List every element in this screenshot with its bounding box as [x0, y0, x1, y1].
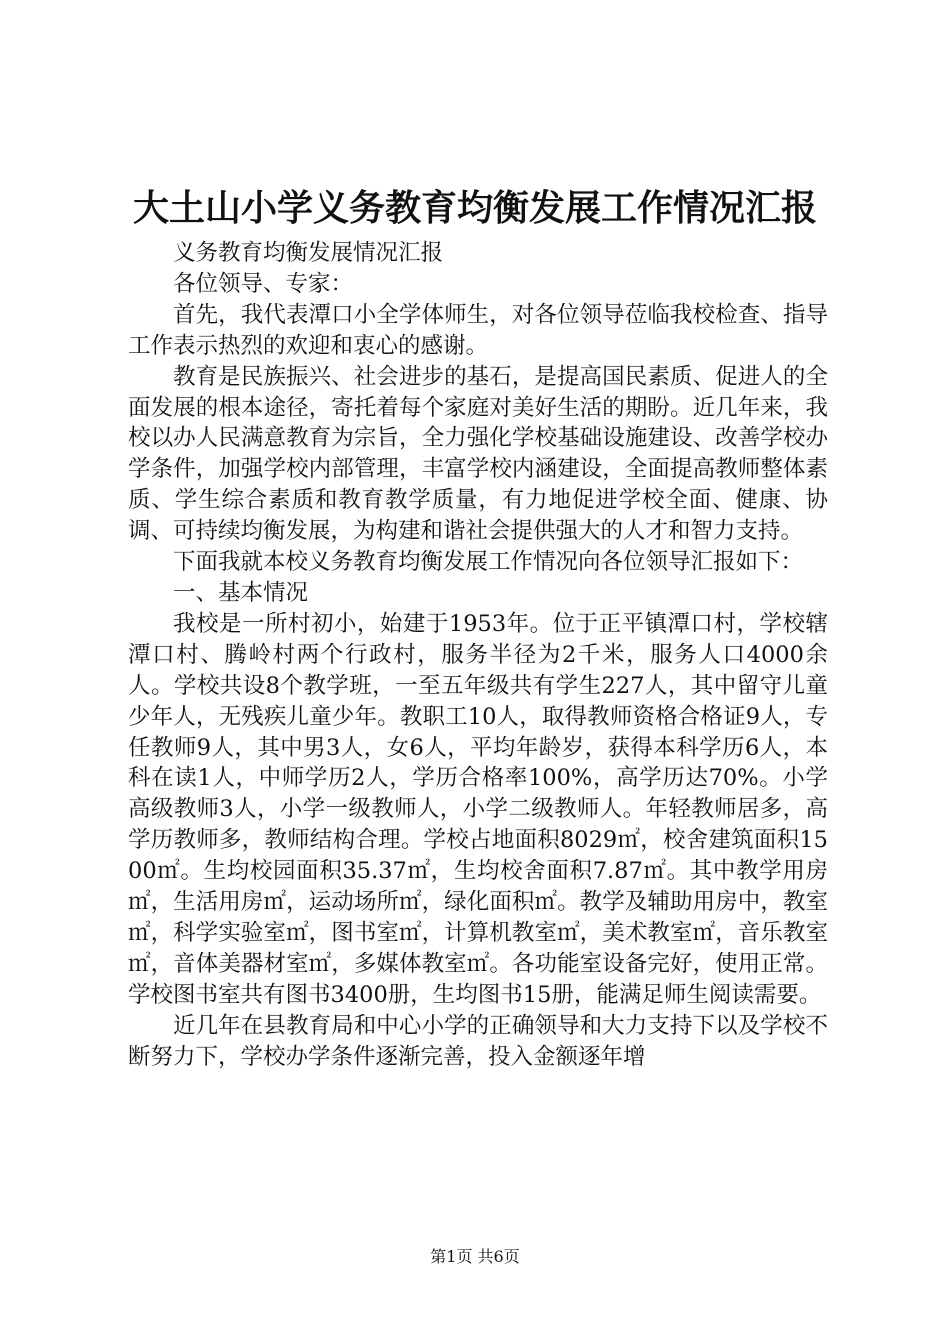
paragraph-introduction: 教育是民族振兴、社会进步的基石，是提高国民素质、促进人的全面发展的根本途径，寄托着每个家庭对美好生活的期盼。近几年来，我校以办人民满意教育为宗旨，全力强化学校基础设施建设、改善学校办学条件，加强学校内部管理，丰富学校内涵建设，全面提高教师整体素质、学生综合素质和教育教学质量，有力地促进学校全面、健康、协调、可持续均衡发展，为构建和谐社会提供强大的人才和智力支持。: [128, 363, 828, 545]
document-body: [128, 238, 828, 1072]
paragraph-basic-info: 我校是一所村初小，始建于1953年。位于正平镇潭口村，学校辖潭口村、腾岭村两个行政村，服务半径为2千米，服务人口4000余人。学校共设8个教学班，一至五年级共有学生227人，其中留守儿童少年人，无残疾儿童少年。教职工10人，取得教师资格合格证9人，专任教师9人，其中男3人，女6人，平均年龄岁，获得本科学历6人，本科在读1人，中师学历2人，学历合格率100%，高学历达70%。小学高级教师3人，小学一级教师人，小学二级教师人。年轻教师居多，高学历教师多，教师结构合理。学校占地面积8029㎡，校舍建筑面积1500㎡。生均校园面积35.37㎡，生均校舍面积7.87㎡。其中教学用房㎡，生活用房㎡，运动场所㎡，绿化面积㎡。教学及辅助用房中，教室㎡，科学实验室㎡，图书室㎡，计算机教室㎡，美术教室㎡，音乐教室㎡，音体美器材室㎡，多媒体教室㎡。各功能室设备完好，使用正常。学校图书室共有图书3400册，生均图书15册，能满足师生阅读需要。: [128, 610, 828, 1008]
page-number: 第1页 共6页: [430, 1247, 520, 1266]
section-heading-basic-info: 一、基本情况: [173, 579, 309, 606]
paragraph-welcome: 首先，我代表潭口小全学体师生，对各位领导莅临我校检查、指导工作表示热烈的欢迎和衷心的感谢。: [128, 301, 828, 359]
paragraph-salutation: 各位领导、专家：: [173, 270, 354, 297]
paragraph-conditions: 近几年在县教育局和中心小学的正确领导和大力支持下以及学校不断努力下，学校办学条件逐渐完善，投入金额逐年增: [128, 1012, 828, 1070]
paragraph-subtitle: 义务教育均衡发展情况汇报: [173, 240, 444, 266]
paragraph-report-lead: 下面我就本校义务教育均衡发展工作情况向各位领导汇报如下：: [173, 549, 804, 576]
document-title: 大土山小学义务教育均衡发展工作情况汇报: [132, 187, 817, 229]
